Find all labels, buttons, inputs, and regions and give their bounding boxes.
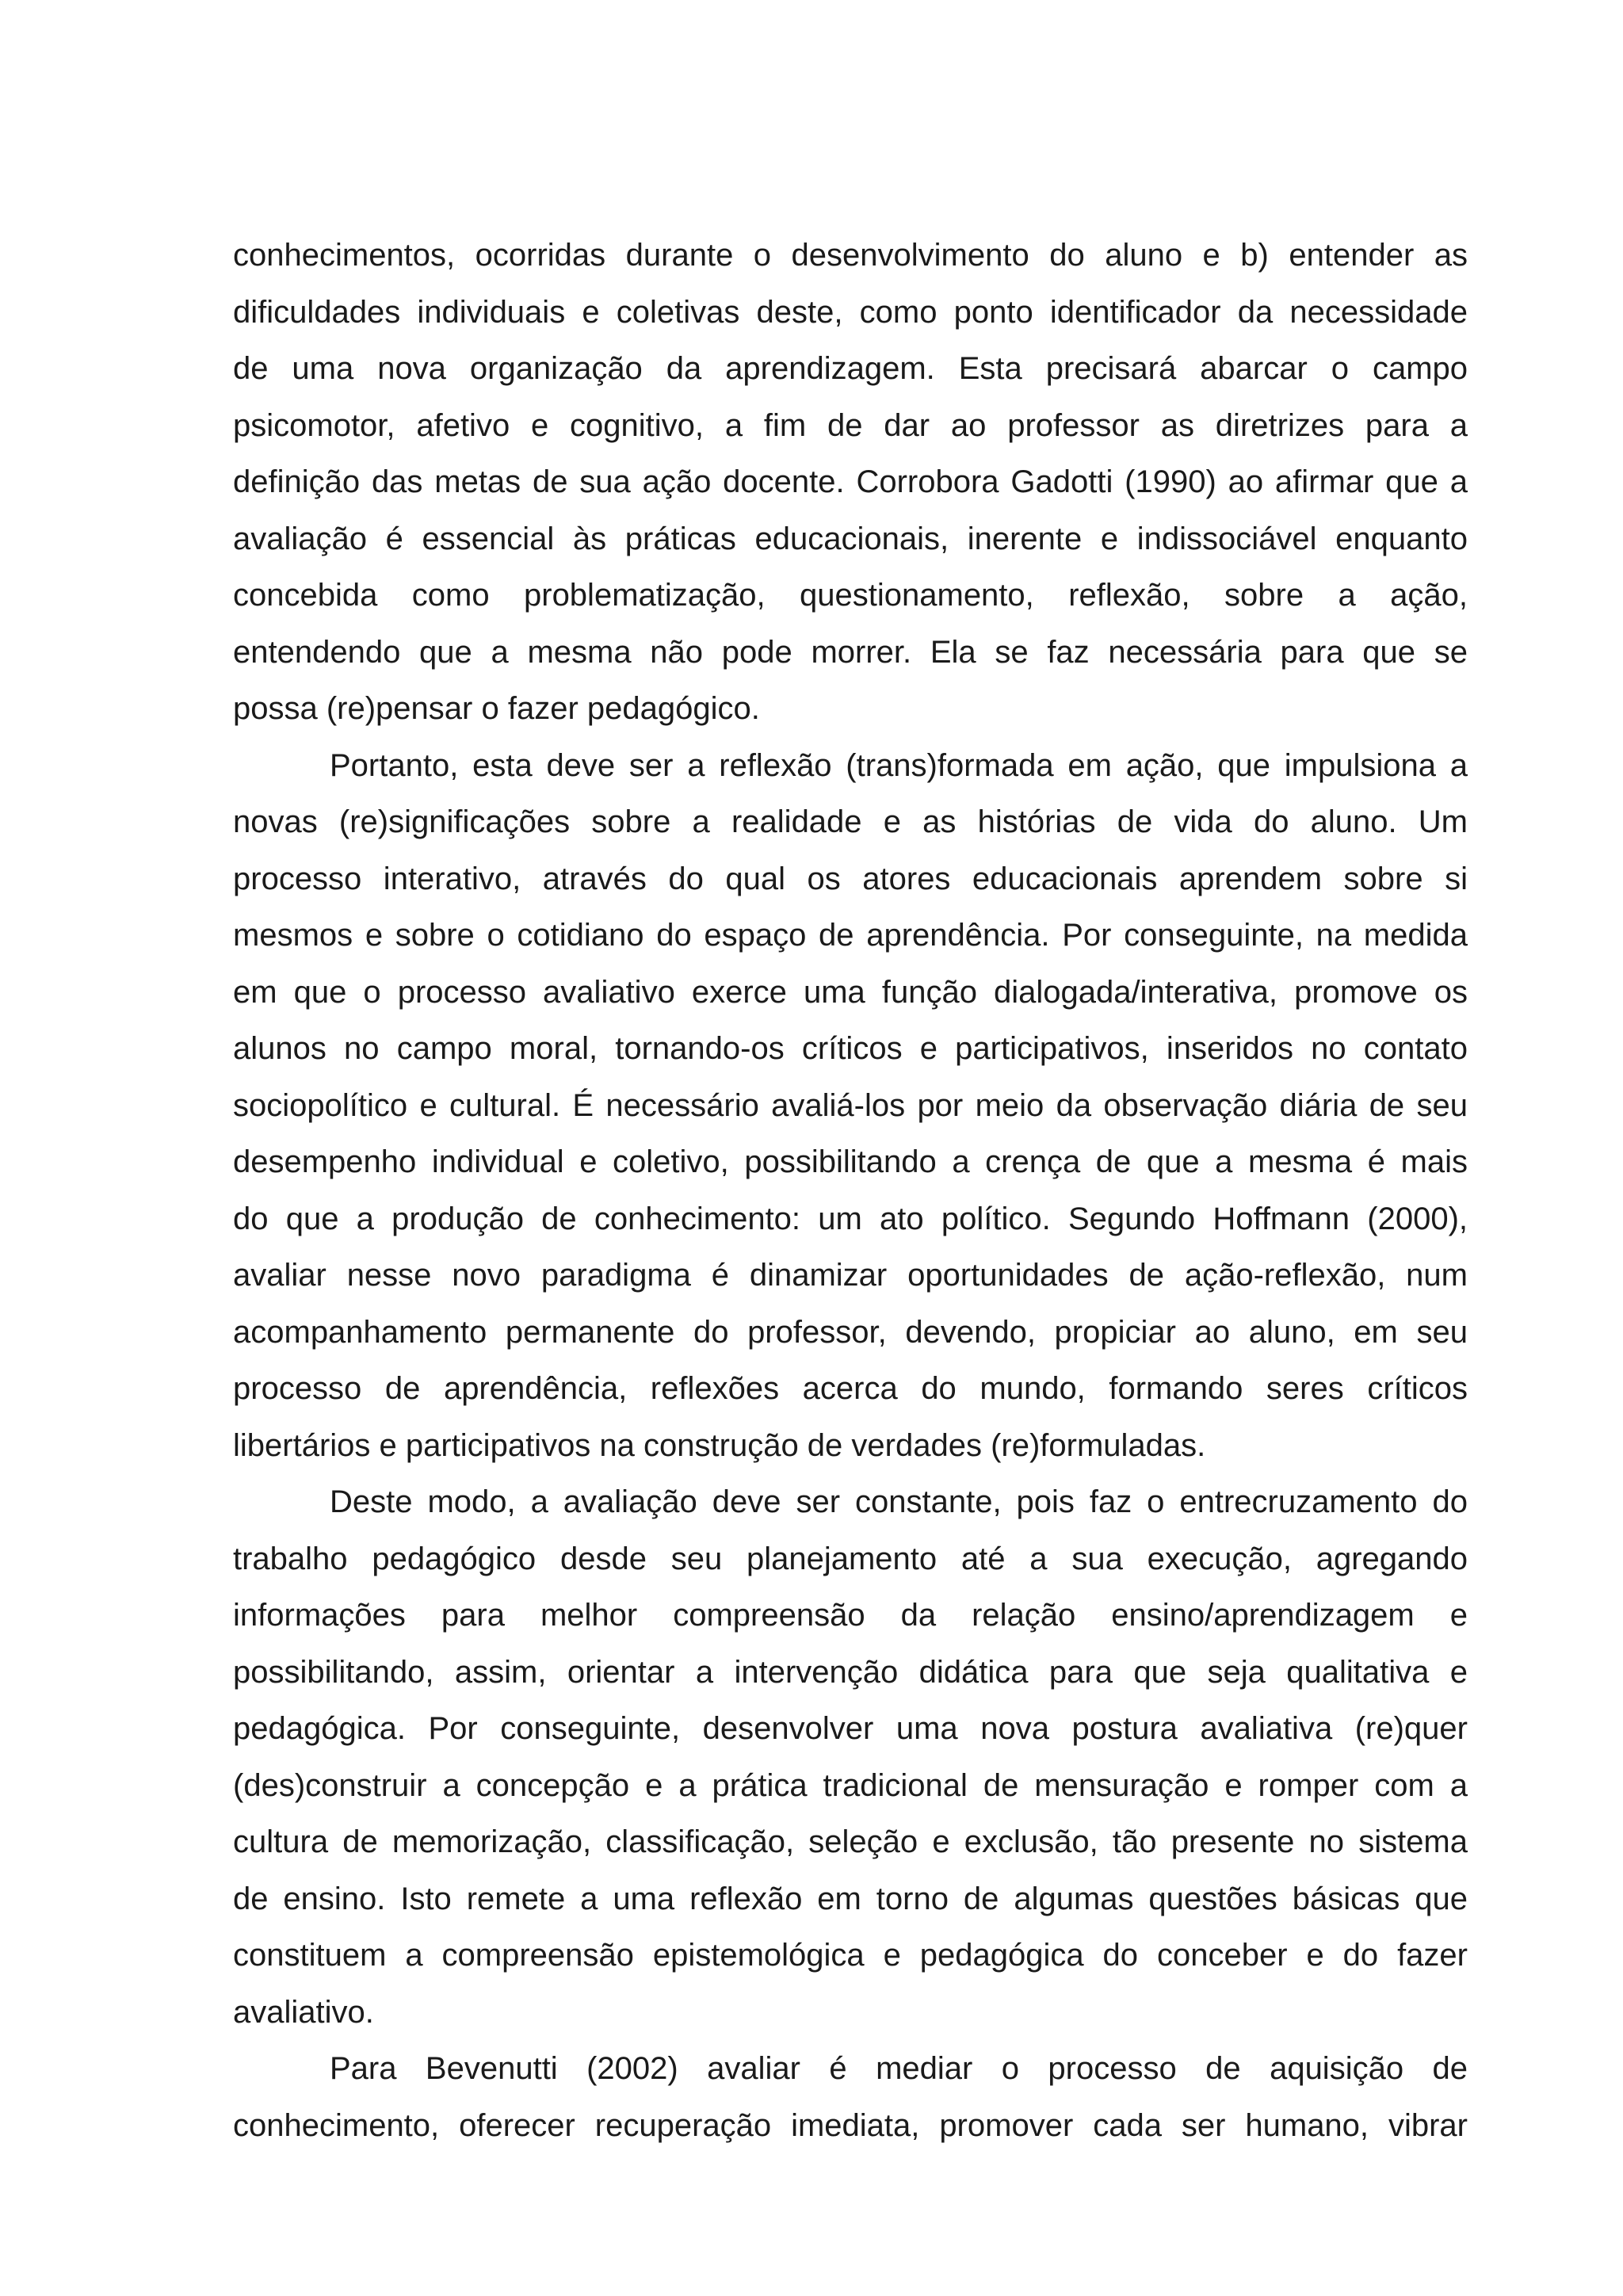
text-line: Para Bevenutti (2002) avaliar é mediar o processo de aquisição de [330,2051,1468,2086]
text-line: de ensino. Isto remete a uma reflexão em torno de algumas questões básicas que [233,1881,1468,1916]
text-line: (des)construir a concepção e a prática tradicional de mensuração e romper com a [233,1767,1468,1803]
text-line: pedagógica. Por conseguinte, desenvolver uma nova postura avaliativa (re)quer [233,1711,1468,1746]
text-line: informações para melhor compreensão da relação ensino/aprendizagem e [233,1598,1468,1633]
text-line: constituem a compreensão epistemológica e pedagógica do conceber e do fazer [233,1938,1468,1973]
text-line: de uma nova organização da aprendizagem. Esta precisará abarcar o campo [233,351,1468,386]
text-line: definição das metas de sua ação docente. Corrobora Gadotti (1990) ao afirmar que a [233,464,1468,499]
text-line: Deste modo, a avaliação deve ser constante, pois faz o entrecruzamento do [330,1484,1468,1519]
text-line: trabalho pedagógico desde seu planejamento até a sua execução, agregando [233,1541,1468,1576]
text-line: possibilitando, assim, orientar a intervenção didática para que seja qualitativa e [233,1654,1468,1690]
body-text [233,227,1468,2154]
text-line: libertários e participativos na construção de verdades (re)formuladas. [233,1427,1206,1463]
text-line: desempenho individual e coletivo, possibilitando a crença de que a mesma é mais [233,1144,1468,1179]
text-line: avaliativo. [233,1994,374,2030]
text-line: processo de aprendência, reflexões acerca do mundo, formando seres críticos [233,1371,1468,1406]
text-line: entendendo que a mesma não pode morrer. Ela se faz necessária para que se [233,634,1468,670]
text-line: concebida como problematização, questionamento, reflexão, sobre a ação, [233,578,1468,613]
text-line: avaliar nesse novo paradigma é dinamizar oportunidades de ação-reflexão, num [233,1258,1468,1293]
text-line: novas (re)significações sobre a realidade e as histórias de vida do aluno. Um [233,804,1468,839]
text-line: em que o processo avaliativo exerce uma função dialogada/interativa, promove os [233,974,1468,1010]
text-line: acompanhamento permanente do professor, devendo, propiciar ao aluno, em seu [233,1314,1468,1350]
text-line: psicomotor, afetivo e cognitivo, a fim de dar ao professor as diretrizes para a [233,407,1468,443]
text-line: do que a produção de conhecimento: um ato político. Segundo Hoffmann (2000), [233,1201,1468,1236]
text-line: conhecimentos, ocorridas durante o desenvolvimento do aluno e b) entender as [233,238,1468,273]
text-line: alunos no campo moral, tornando-os críticos e participativos, inseridos no contato [233,1031,1468,1066]
text-line: mesmos e sobre o cotidiano do espaço de aprendência. Por conseguinte, na medida [233,918,1468,953]
text-line: sociopolítico e cultural. É necessário avaliá-los por meio da observação diária de seu [233,1087,1468,1123]
text-line: avaliação é essencial às práticas educacionais, inerente e indissociável enquanto [233,521,1468,556]
text-line: Portanto, esta deve ser a reflexão (trans)formada em ação, que impulsiona a [330,747,1468,783]
text-line: processo interativo, através do qual os atores educacionais aprendem sobre si [233,861,1468,896]
text-line: possa (re)pensar o fazer pedagógico. [233,691,760,726]
text-line: dificuldades individuais e coletivas deste, como ponto identificador da necessidade [233,294,1468,330]
text-line: conhecimento, oferecer recuperação imediata, promover cada ser humano, vibrar [233,2107,1468,2143]
text-line: cultura de memorização, classificação, seleção e exclusão, tão presente no sistema [233,1824,1468,1859]
